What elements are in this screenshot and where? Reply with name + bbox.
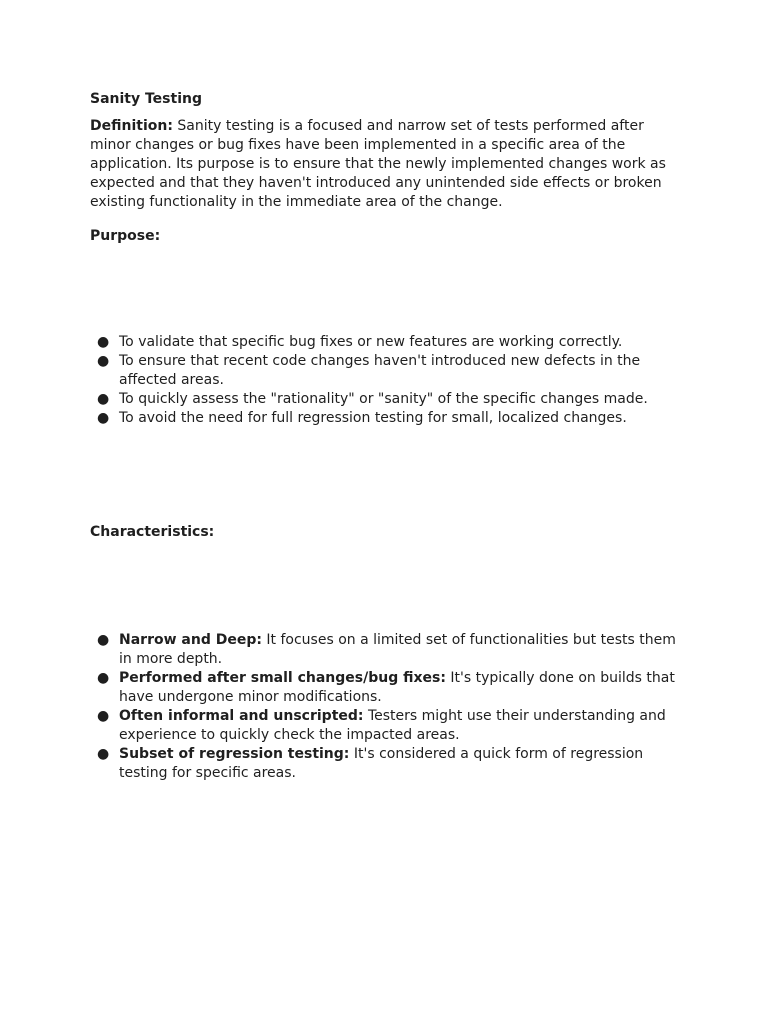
characteristic-label: Performed after small changes/bug fixes: <box>119 670 446 686</box>
purpose-list <box>90 333 690 428</box>
bullet-icon: ● <box>97 670 110 686</box>
characteristics-list-item <box>90 631 690 669</box>
purpose-list-item <box>90 333 690 352</box>
purpose-list-item <box>90 390 690 409</box>
purpose-list-item <box>90 409 690 428</box>
definition-text: Sanity testing is a focused and narrow set of tests performed after minor changes or bug fixes have been implemented in a specific area of the application. Its purpose is to ensure that the newly implemented changes work as expected and that they haven't introduced any unintended side effects or broken existing functionality in the immediate area of the change. <box>90 118 666 210</box>
definition-label: Definition: <box>90 118 173 134</box>
characteristics-list-item <box>90 669 690 707</box>
purpose-heading: Purpose: <box>90 228 161 244</box>
characteristics-heading: Characteristics: <box>90 524 215 540</box>
purpose-item-text: To validate that specific bug fixes or new features are working correctly. <box>119 334 623 350</box>
characteristic-text: It's considered a quick form of regression testing for specific areas. <box>119 746 644 781</box>
definition-paragraph <box>90 117 680 212</box>
purpose-item-text: To ensure that recent code changes haven't introduced new defects in the affected areas. <box>119 353 641 388</box>
purpose-list-item <box>90 352 690 390</box>
bullet-icon: ● <box>97 410 110 426</box>
characteristic-label: Often informal and unscripted: <box>119 708 364 724</box>
bullet-icon: ● <box>97 746 110 762</box>
purpose-item-text: To avoid the need for full regression testing for small, localized changes. <box>119 410 627 426</box>
characteristic-text: It focuses on a limited set of functionalities but tests them in more depth. <box>119 632 676 667</box>
document-title: Sanity Testing <box>90 91 202 107</box>
characteristic-label: Narrow and Deep: <box>119 632 262 648</box>
characteristics-list <box>90 631 690 783</box>
bullet-icon: ● <box>97 391 110 407</box>
bullet-icon: ● <box>97 334 110 350</box>
characteristics-list-item <box>90 707 690 745</box>
characteristic-text: Testers might use their understanding and experience to quickly check the impacted areas. <box>119 708 666 743</box>
bullet-icon: ● <box>97 353 110 369</box>
characteristic-text: It's typically done on builds that have undergone minor modifications. <box>119 670 675 705</box>
characteristic-label: Subset of regression testing: <box>119 746 350 762</box>
bullet-icon: ● <box>97 632 110 648</box>
purpose-item-text: To quickly assess the "rationality" or "sanity" of the specific changes made. <box>119 391 648 407</box>
characteristics-list-item <box>90 745 690 783</box>
bullet-icon: ● <box>97 708 110 724</box>
